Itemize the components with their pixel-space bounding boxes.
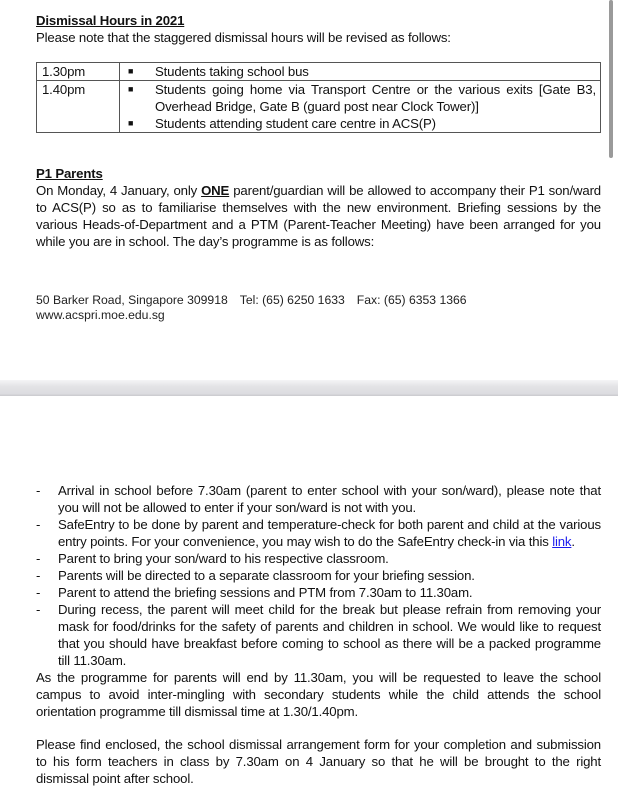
- document-page-1: [0, 0, 618, 380]
- square-bullet-icon: ■: [128, 66, 134, 76]
- leave-campus-paragraph: As the programme for parents will end by 11.30am, you will be requested to leave the school campus to avoid inter-mingling with secondary students while the child attends the school orientation programme till dismissal time at 1.30/1.40pm.: [36, 670, 601, 719]
- list-item: - Parents will be directed to a separate classroom for your briefing session.: [36, 568, 475, 583]
- dash-bullet-icon: -: [36, 602, 41, 617]
- dash-bullet-icon: -: [36, 585, 41, 600]
- vertical-scrollbar[interactable]: [609, 0, 613, 158]
- list-item: ■ Students going home via Transport Centre or the various exits [Gate B3, Overhead Bridge, Gate B (guard post near Clock Tower)]: [125, 81, 600, 115]
- dismissal-table: [36, 62, 601, 133]
- list-item: - Parent to bring your son/ward to his respective classroom.: [36, 551, 389, 566]
- document-page-2: [0, 396, 618, 800]
- dismissal-intro: Please note that the staggered dismissal hours will be revised as follows:: [36, 30, 451, 45]
- footer-fax: Fax: (65) 6353 1366: [356, 293, 467, 307]
- list-item: ■ Students attending student care centre in ACS(P): [125, 115, 600, 132]
- dash-bullet-icon: -: [36, 483, 41, 498]
- table-row: [37, 81, 601, 133]
- square-bullet-icon: ■: [128, 118, 134, 128]
- list-item: ■ Students taking school bus: [125, 63, 600, 80]
- p1-parents-paragraph: On Monday, 4 January, only ONE parent/guardian will be allowed to accompany their P1 son/ward to ACS(P) so as to familiarise themselves with the new environment. Briefing sessions by the various Heads-of-Department and a PTM (Parent-Teacher Meeting) have been arranged for you while you are in school. The day’s programme is as follows:: [36, 183, 601, 249]
- dismissal-form-paragraph: Please find enclosed, the school dismissal arrangement form for your completion and submission to his form teachers in class by 7.30am on 4 January so that he will be brought to the right dismissal point after school.: [36, 737, 601, 786]
- page-break-divider: [0, 380, 618, 396]
- time-cell: 1.40pm: [37, 81, 120, 133]
- square-bullet-icon: ■: [128, 84, 134, 94]
- programme-list: [36, 482, 601, 669]
- students-cell: [120, 63, 601, 81]
- p1-parents-heading: P1 Parents: [36, 166, 103, 181]
- dash-bullet-icon: -: [36, 568, 41, 583]
- table-row: [37, 63, 601, 81]
- emphasis-one: ONE: [201, 183, 230, 198]
- footer-website: www.acspri.moe.edu.sg: [36, 308, 165, 322]
- students-cell: [120, 81, 601, 133]
- footer-address: 50 Barker Road, Singapore 309918: [36, 293, 228, 307]
- list-item: - Parent to attend the briefing sessions and PTM from 7.30am to 11.30am.: [36, 585, 473, 600]
- dismissal-hours-heading: Dismissal Hours in 2021: [36, 13, 185, 28]
- list-item: - Arrival in school before 7.30am (parent to enter school with your son/ward), please note that you will not be allowed to enter if your son/ward is not with you.: [36, 483, 601, 515]
- safeentry-link[interactable]: link: [552, 534, 572, 549]
- letterhead-footer: [36, 293, 467, 323]
- list-item: - SafeEntry to be done by parent and temperature-check for both parent and child at the various entry points. For your convenience, you may wish to do the SafeEntry check-in via this link.: [36, 517, 601, 549]
- footer-tel: Tel: (65) 6250 1633: [239, 293, 345, 307]
- list-item: - During recess, the parent will meet child for the break but please refrain from removing your mask for food/drinks for the safety of parents and children in school. We would like to request that you should have breakfast before coming to school as there will be a packed programme till 11.30am.: [36, 602, 601, 668]
- dash-bullet-icon: -: [36, 517, 41, 532]
- time-cell: 1.30pm: [37, 63, 120, 81]
- dash-bullet-icon: -: [36, 551, 41, 566]
